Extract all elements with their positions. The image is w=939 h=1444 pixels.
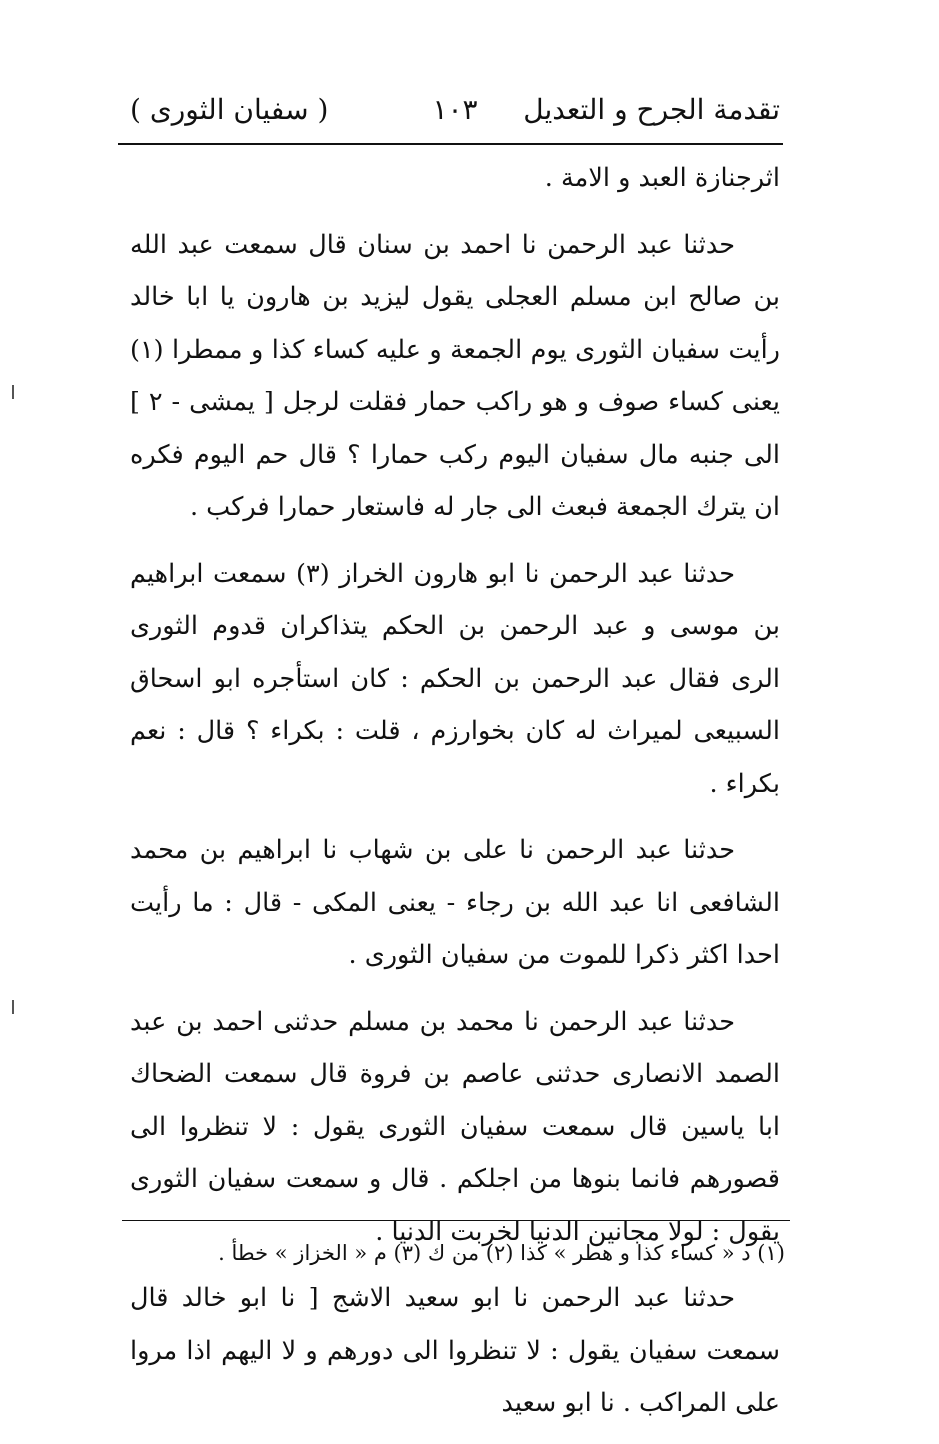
scan-edge-mark (12, 385, 14, 399)
paragraph-6: حدثنا عبد الرحمن نا ابو سعيد الاشج [ نا ابو خالد قال سمعت سفيان يقول : لا تنظروا الى دورهم و لا اليهم اذا مروا على المراكب . نا ابو سعيد (130, 1283, 780, 1418)
paragraph-2: حدثنا عبد الرحمن نا احمد بن سنان قال سمعت عبد الله بن صالح ابن مسلم العجلى يقول ليزيد بن هارون يا ابا خالد رأيت سفيان الثورى يوم الجمعة و عليه كساء كذا و ممطرا (١) يعنى كساء صوف و هو راكب حمار فقلت لرجل [ يمشى - ٢ ] الى جنبه مال سفيان اليوم ركب حمارا ؟ قال حم اليوم فكره ان يترك الجمعة فبعث الى جار له فاستعار حمارا فركب . (130, 229, 780, 522)
footnote-rule (122, 1220, 790, 1221)
paragraph-1: اثرجنازة العبد و الامة . (544, 163, 780, 193)
paragraph-4: حدثنا عبد الرحمن نا على بن شهاب نا ابراهيم بن محمد الشافعى انا عبد الله بن رجاء - يعنى المكى - قال : ما رأيت احدا اكثر ذكرا للموت من سفيان الثورى . (130, 835, 780, 970)
footnote: (١) د « كساء كذا و هطر » كذا (٢) من ك (٣) م « الخزاز » خطأ . (218, 1241, 785, 1265)
section-title: ( سفيان الثورى ) (130, 92, 329, 126)
paragraph-3: حدثنا عبد الرحمن نا ابو هارون الخراز (٣) سمعت ابراهيم بن موسى و عبد الرحمن بن الحكم يتذاكران قدوم الثورى الرى فقال عبد الرحمن بن الحكم : كان استأجره ابو اسحاق السبيعى لميراث له كان بخوارزم ، قلت : بكراء ؟ قال : نعم بكراء . (130, 558, 780, 799)
book-title: تقدمة الجرح و التعديل (523, 92, 780, 126)
page-number: ١٠٣ (432, 92, 478, 126)
header-rule (118, 143, 783, 145)
page-header (130, 86, 780, 132)
scan-edge-mark (12, 1000, 14, 1014)
paragraph-5: حدثنا عبد الرحمن نا محمد بن مسلم حدثنى احمد بن عبد الصمد الانصارى حدثنى عاصم بن فروة قال سمعت الضحاك ابا ياسين قال سمعت سفيان الثورى يقول : لا تنظروا الى قصورهم فانما بنوها من اجلكم . قال و سمعت سفيان الثورى يقول : لولا مجانين الدنيا لخربت الدنيا . (130, 1006, 780, 1247)
